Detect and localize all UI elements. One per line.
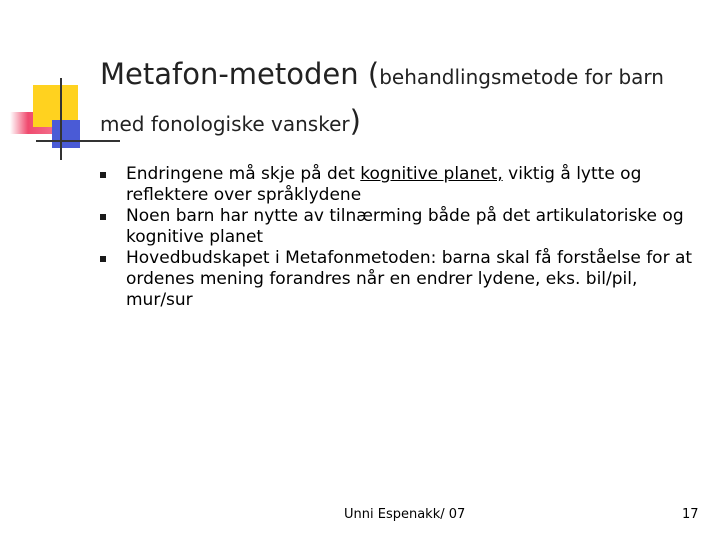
title-sub-line1: behandlingsmetode for barn xyxy=(379,65,664,89)
bullet-item xyxy=(100,248,700,311)
bullet-text-after: viktig å lytte og reflektere over språklydene xyxy=(126,164,642,205)
decor-vertical-line xyxy=(60,78,62,160)
bullet-item xyxy=(100,206,700,248)
bullet-underlined-text: kognitive planet, xyxy=(360,164,503,184)
decor-blue-square xyxy=(52,120,80,148)
bullet-list xyxy=(100,164,700,311)
title-close-paren: ) xyxy=(349,104,361,138)
page-number: 17 xyxy=(682,507,699,522)
title-sub-line2: med fonologiske vansker xyxy=(100,112,350,136)
footer-author: Unni Espenakk/ 07 xyxy=(344,507,466,522)
bullet-item xyxy=(100,164,700,206)
bullet-text: Hovedbudskapet i Metafonmetoden: barna skal få forståelse for at ordenes mening forandres når en endrer lydene, eks. bil/pil, mur/sur xyxy=(126,248,693,310)
bullet-square-icon xyxy=(100,256,106,262)
bullet-square-icon xyxy=(100,214,106,220)
slide-title xyxy=(100,52,700,146)
bullet-text-before: Endringene må skje på det xyxy=(126,164,361,184)
title-open-paren: ( xyxy=(367,57,380,91)
title-main: Metafon-metoden xyxy=(100,57,368,91)
bullet-square-icon xyxy=(100,172,106,178)
bullet-text: Noen barn har nytte av tilnærming både på det artikulatoriske og kognitive planet xyxy=(126,206,684,247)
